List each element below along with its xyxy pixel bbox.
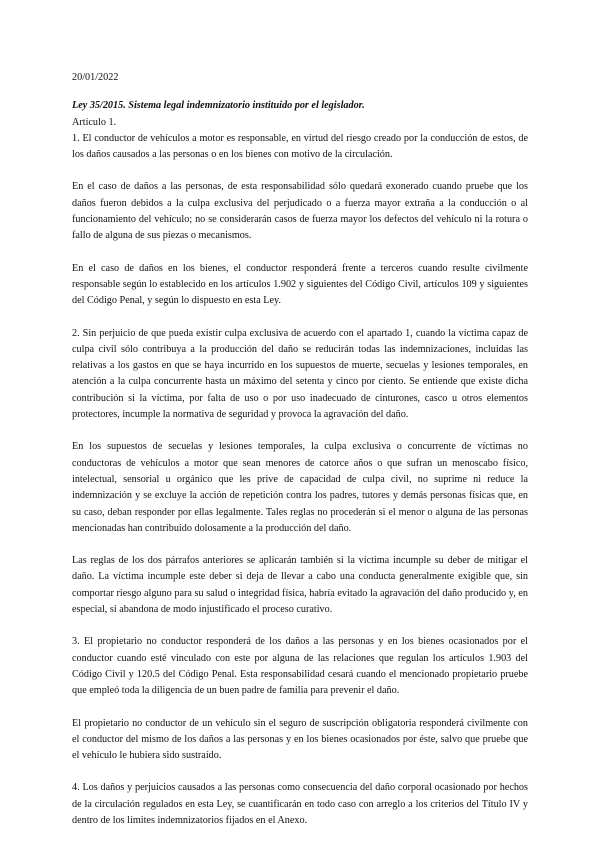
paragraph-5: En los supuestos de secuelas y lesiones temporales, la culpa exclusiva o concurrente de víctimas no conductoras de vehículos a motor que sean menores de catorce años o que sufran un menoscabo físico, intelectual, sensorial u orgánico que les prive de capacidad de culpa civil, no suprime ni reduce la indemnización y se excluye la acción de repetición contra los padres, tutores y demás personas físicas que, en su caso, deban responder por ellas legalmente. Tales reglas no procederán si el menor o alguna de las personas mencionadas han contribuido dolosamente a la producción del daño. — [72, 441, 528, 534]
paragraph-2: En el caso de daños a las personas, de esta responsabilidad sólo quedará exonerado cuando pruebe que los daños fueron debidos a la culpa exclusiva del perjudicado o a fuerza mayor extraña a la conducción o al funcionamiento del vehículo; no se considerarán casos de fuerza mayor los defectos del vehículo ni la rotura o fallo de alguna de sus piezas o mecanismos. — [72, 181, 528, 242]
paragraph-8: El propietario no conductor de un vehículo sin el seguro de suscripción obligatoria responderá civilmente con el conductor del mismo de los daños a las personas y en los bienes ocasionados por éste, salvo que pruebe que el vehículo le hubiera sido sustraído. — [72, 717, 528, 762]
article-heading: Artículo 1. — [72, 116, 117, 128]
document-date: 20/01/2022 — [72, 72, 119, 83]
law-title: Ley 35/2015. Sistema legal indemnizatorio instituido por el legislador. — [72, 100, 365, 112]
paragraph-3: En el caso de daños en los bienes, el conductor responderá frente a terceros cuando resulte civilmente responsable según lo establecido en los artículos 1.902 y siguientes del Código Civil, artículos 109 y siguientes del Código Penal, y según lo dispuesto en esta Ley. — [72, 262, 528, 307]
paragraph-7: 3. El propietario no conductor responderá de los daños a las personas y en los bienes ocasionados por el conductor cuando esté vinculado con este por alguna de las relaciones que regulan los artículos 1.903 del Código Civil y 120.5 del Código Penal. Esta responsabilidad cesará cuando el mencionado propietario pruebe que empleó toda la diligencia de un buen padre de familia para prevenir el daño. — [72, 636, 528, 697]
paragraph-4: 2. Sin perjuicio de que pueda existir culpa exclusiva de acuerdo con el apartado 1, cuando la víctima capaz de culpa civil sólo contribuya a la producción del daño se reducirán todas las indemnizaciones, incluidas las relativas a los gastos en que se haya incurrido en los supuestos de muerte, secuelas y lesiones temporales, en atención a la culpa concurrente hasta un máximo del setenta y cinco por ciento. Se entiende que existe dicha contribución si la víctima, por falta de uso o por uso inadecuado de cinturones, casco u otros elementos protectores, incumple la normativa de seguridad y provoca la agravación del daño. — [72, 327, 528, 421]
paragraph-6: Las reglas de los dos párrafos anteriores se aplicarán también si la víctima incumple su deber de mitigar el daño. La víctima incumple este deber si deja de llevar a cabo una conducta generalmente exigible que, sin comportar riesgo alguno para su salud o integridad física, habría evitado la agravación del daño producido y, en especial, si abandona de modo injustificado el proceso curativo. — [72, 555, 528, 616]
paragraph-9: 4. Los daños y perjuicios causados a las personas como consecuencia del daño corporal ocasionado por hechos de la circulación regulados en esta Ley, se cuantificarán en todo caso con arreglo a los criterios del Título IV y dentro de los límites indemnizatorios fijados en el Anexo. — [72, 782, 528, 826]
paragraph-1: 1. El conductor de vehículos a motor es responsable, en virtud del riesgo creado por la conducción de estos, de los daños causados a las personas o en los bienes con motivo de la circulación. — [72, 132, 528, 161]
document-page — [72, 70, 528, 845]
